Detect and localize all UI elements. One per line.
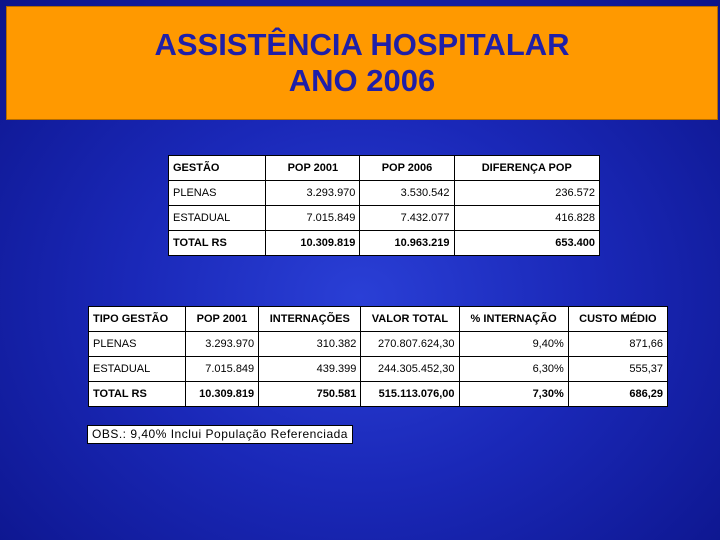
column-header: GESTÃO xyxy=(169,156,266,181)
table-cell: 236.572 xyxy=(454,181,599,206)
table-cell: 3.530.542 xyxy=(360,181,454,206)
table-row xyxy=(89,357,668,382)
table-cell: 244.305.452,30 xyxy=(361,357,459,382)
table-cell: 686,29 xyxy=(568,382,667,407)
table-cell: 9,40% xyxy=(459,332,568,357)
table-cell: 555,37 xyxy=(568,357,667,382)
table-header-row xyxy=(89,307,668,332)
table-cell: 7,30% xyxy=(459,382,568,407)
column-header: % INTERNAÇÃO xyxy=(459,307,568,332)
hospitalization-table xyxy=(88,306,668,407)
table-cell: 310.382 xyxy=(259,332,361,357)
table-cell: 439.399 xyxy=(259,357,361,382)
table-row xyxy=(169,206,600,231)
table-cell: 416.828 xyxy=(454,206,599,231)
note-box: OBS.: 9,40% Inclui População Referenciada xyxy=(87,425,353,444)
table-cell: 653.400 xyxy=(454,231,599,256)
column-header: POP 2006 xyxy=(360,156,454,181)
table-cell: 871,66 xyxy=(568,332,667,357)
table-cell: 6,30% xyxy=(459,357,568,382)
table-cell: 750.581 xyxy=(259,382,361,407)
table-cell: TOTAL RS xyxy=(169,231,266,256)
table-cell: 7.015.849 xyxy=(266,206,360,231)
table-row xyxy=(169,181,600,206)
table-row xyxy=(89,332,668,357)
table-cell: 515.113.076,00 xyxy=(361,382,459,407)
table-cell: 7.015.849 xyxy=(185,357,259,382)
table-cell: 7.432.077 xyxy=(360,206,454,231)
column-header: POP 2001 xyxy=(185,307,259,332)
table-cell: TOTAL RS xyxy=(89,382,186,407)
table-cell: PLENAS xyxy=(89,332,186,357)
table-cell: PLENAS xyxy=(169,181,266,206)
table-cell: 10.309.819 xyxy=(266,231,360,256)
table-cell: 3.293.970 xyxy=(185,332,259,357)
table-cell: 3.293.970 xyxy=(266,181,360,206)
table-header-row xyxy=(169,156,600,181)
table-cell: 10.309.819 xyxy=(185,382,259,407)
table-total-row xyxy=(89,382,668,407)
column-header: INTERNAÇÕES xyxy=(259,307,361,332)
table-total-row xyxy=(169,231,600,256)
title-line-1: ASSISTÊNCIA HOSPITALAR xyxy=(154,27,570,62)
table-cell: ESTADUAL xyxy=(89,357,186,382)
population-table xyxy=(168,155,600,256)
column-header: TIPO GESTÃO xyxy=(89,307,186,332)
column-header: DIFERENÇA POP xyxy=(454,156,599,181)
table-cell: 10.963.219 xyxy=(360,231,454,256)
column-header: CUSTO MÉDIO xyxy=(568,307,667,332)
table-cell: ESTADUAL xyxy=(169,206,266,231)
title-banner xyxy=(6,6,718,120)
table-cell: 270.807.624,30 xyxy=(361,332,459,357)
column-header: VALOR TOTAL xyxy=(361,307,459,332)
title-line-2: ANO 2006 xyxy=(288,63,436,98)
column-header: POP 2001 xyxy=(266,156,360,181)
